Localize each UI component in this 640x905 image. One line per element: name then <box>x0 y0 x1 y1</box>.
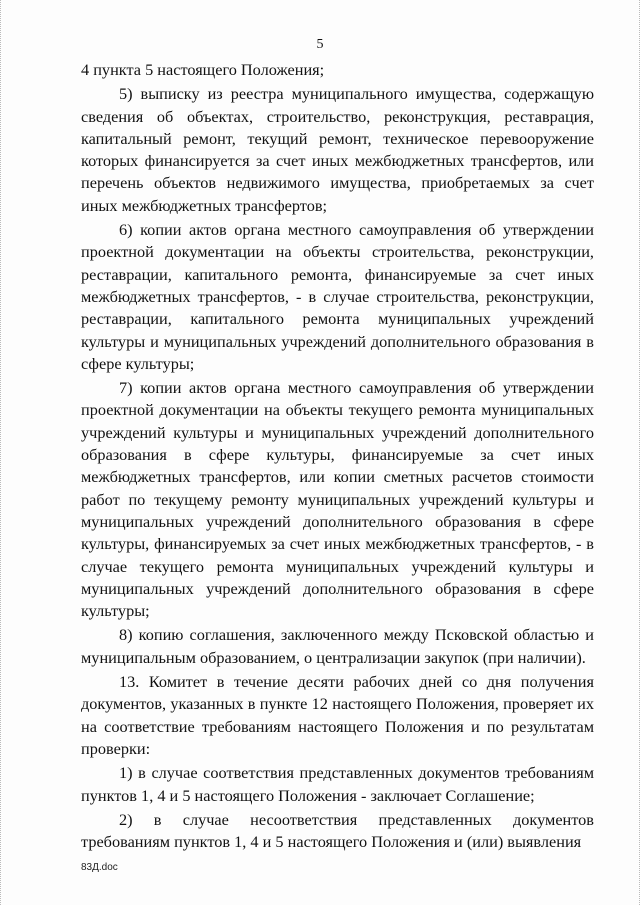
page-number: 5 <box>316 37 324 52</box>
scan-edge-right <box>636 0 640 905</box>
paragraph-item-7: 7) копии актов органа местного самоуправления об утверждении проектной документации на объекты текущего ремонта муниципальных учреждений культуры и муниципальных учреждений дополнительного образования в сфере культуры, финансируемые за счет иных межбюджетных трансфертов, или копии сметных расчетов стоимости работ по текущему ремонту муниципальных учреждений культуры и муниципальных учреждений дополнительного образования в сфере культуры, финансируемых за счет иных межбюджетных трансфертов, - в случае текущего ремонта муниципальных учреждений культуры и муниципальных учреждений дополнительного образования в сфере культуры; <box>81 378 594 621</box>
paragraph-continuation: 4 пункта 5 настоящего Положения; <box>81 60 325 79</box>
paragraph-item-6: 6) копии актов органа местного самоуправления об утверждении проектной документации на объекты строительства, реконструкции, реставрации, капитального ремонта, финансируемые за счет иных межбюджетных трансфертов, - в случае строительства, реконструкции, реставрации, капитального ремонта муниципальных учреждений культуры и муниципальных учреждений дополнительного образования в сфере культуры; <box>81 220 594 373</box>
file-name-footer: 83Д.doc <box>81 862 118 873</box>
scan-edge-left <box>0 0 4 905</box>
document-body <box>81 59 594 855</box>
paragraph-item-5: 5) выписку из реестра муниципального имущества, содержащую сведения об объектах, строительство, реконструкция, реставрация, капитальный ремонт, текущий ремонт, техническое перевооружение которых финансируется за счет иных межбюджетных трансфертов, или перечень объектов недвижимого имущества, приобретаемых за счет иных межбюджетных трансфертов; <box>81 84 594 215</box>
paragraph-item-8: 8) копию соглашения, заключенного между Псковской областью и муниципальным образованием, о централизации закупок (при наличии). <box>81 625 594 667</box>
paragraph-subitem-2: 2) в случае несоответствия представленных документов требованиям пунктов 1, 4 и 5 настоящего Положения и (или) выявления <box>81 809 594 852</box>
paragraph-clause-13: 13. Комитет в течение десяти рабочих дней со дня получения документов, указанных в пункте 12 настоящего Положения, проверяет их на соответствие требованиям настоящего Положения и по результатам проверки: <box>81 672 594 758</box>
paragraph-subitem-1: 1) в случае соответствия представленных документов требованиям пунктов 1, 4 и 5 настоящего Положения - заключает Соглашение; <box>81 763 594 805</box>
